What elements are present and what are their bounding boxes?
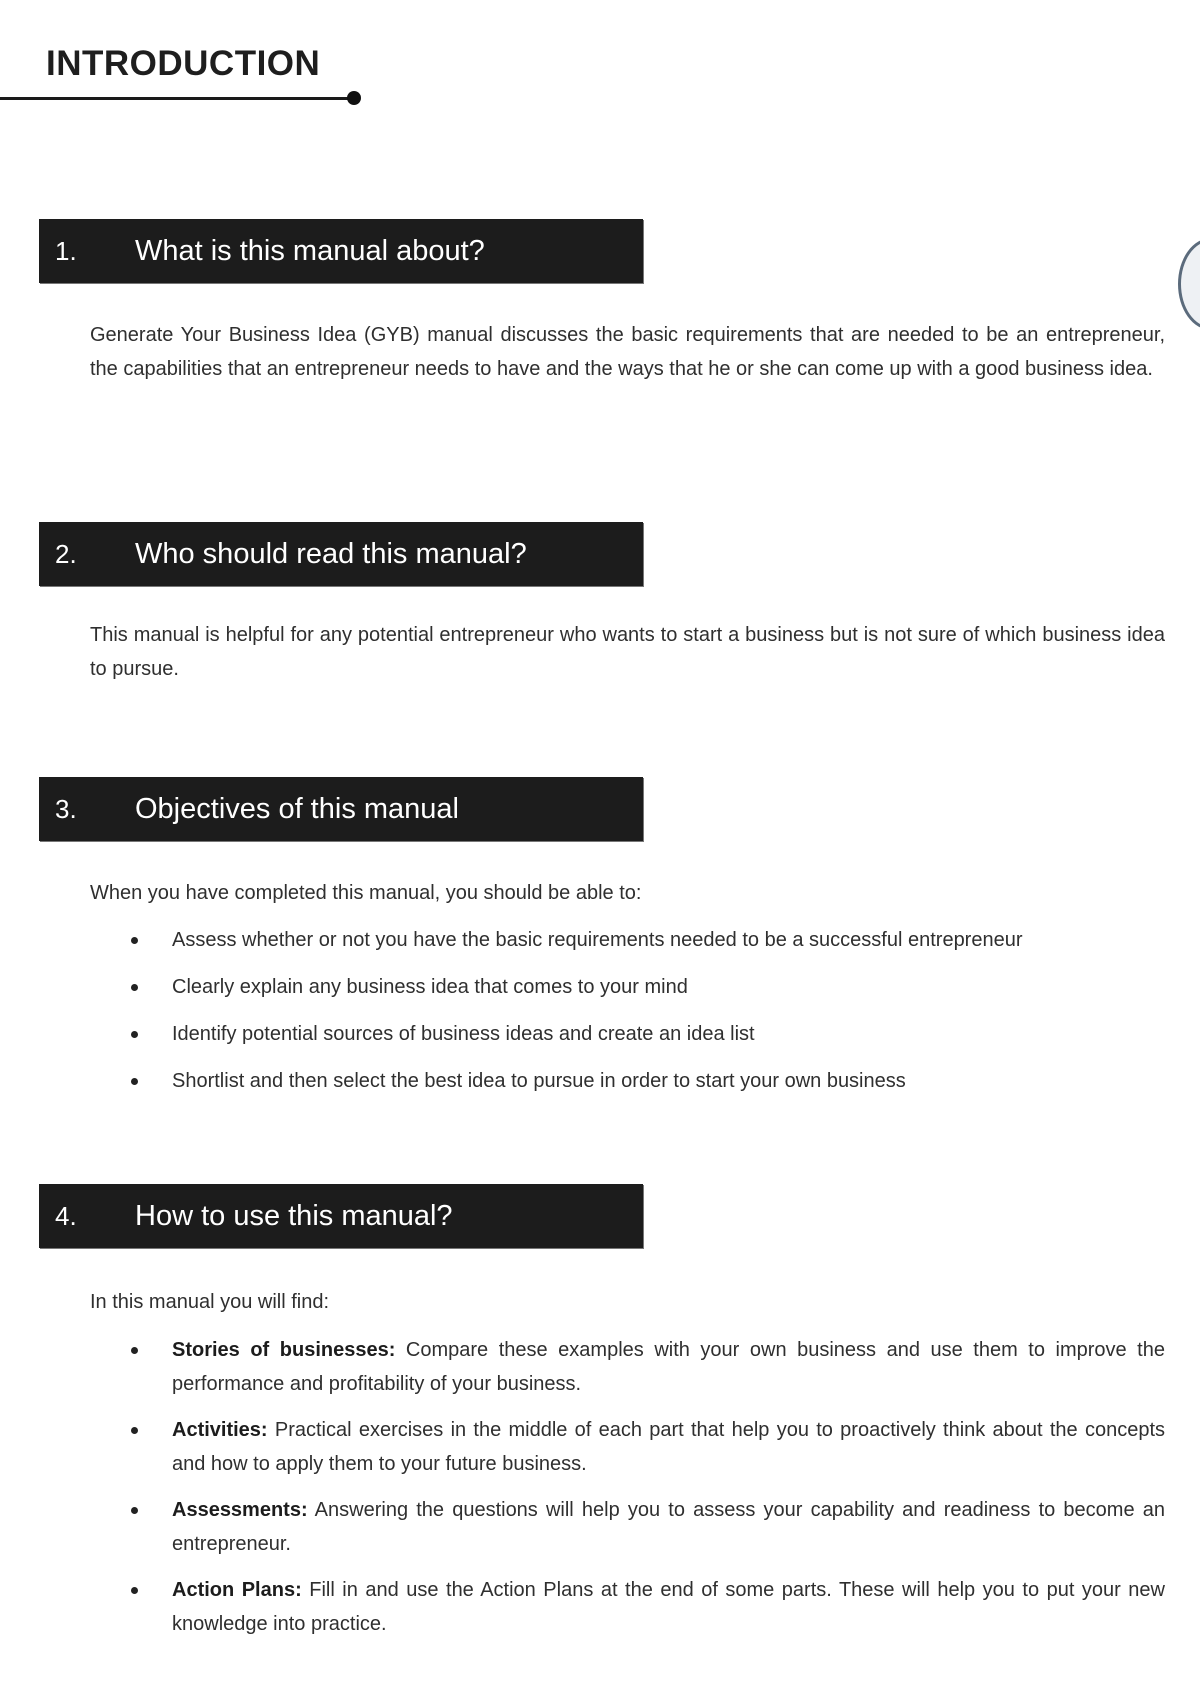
section-4-intro: In this manual you will find:: [90, 1291, 330, 1313]
list-item-term: Assessments:: [172, 1499, 308, 1521]
section-1-body: Generate Your Business Idea (GYB) manual discusses the basic requirements that are needed to be an entrepreneur, the capabilities that an entrepreneur needs to have and the ways that he or she can come up with a good business idea.: [90, 324, 1165, 380]
bullet-icon: [131, 1078, 138, 1085]
bullet-icon: [131, 1427, 138, 1434]
list-item: [131, 1333, 1165, 1401]
section-3-intro: When you have completed this manual, you should be able to:: [90, 882, 642, 904]
list-item-text: Shortlist and then select the best idea to pursue in order to start your own business: [172, 1070, 906, 1092]
section-header-2: [39, 522, 643, 586]
bullet-icon: [131, 984, 138, 991]
section-header-4: [39, 1184, 643, 1248]
section-number: 3.: [55, 794, 77, 824]
section-title: What is this manual about?: [135, 235, 485, 267]
list-item-text: Assess whether or not you have the basic requirements needed to be a successful entrepreneur: [172, 929, 1023, 951]
list-item-term: Activities:: [172, 1419, 268, 1441]
section-title: How to use this manual?: [135, 1200, 453, 1232]
objectives-list: [131, 923, 1165, 1111]
section-number: 1.: [55, 236, 77, 266]
list-item-text: Practical exercises in the middle of each part that help you to proactively think about the concepts and how to apply them to your future business.: [172, 1419, 1165, 1475]
list-item: [131, 923, 1165, 970]
side-tab-marker: [1178, 238, 1200, 330]
section-header-1: [39, 219, 643, 283]
section-header-3: [39, 777, 643, 841]
bullet-icon: [131, 1587, 138, 1594]
list-item-text: Fill in and use the Action Plans at the end of some parts. These will help you to put your new knowledge into practice.: [172, 1579, 1166, 1635]
bullet-icon: [131, 937, 138, 944]
list-item: [131, 1493, 1165, 1561]
list-item: [131, 1064, 1165, 1111]
list-item-term: Stories of businesses:: [172, 1339, 396, 1361]
list-item-text: Compare these examples with your own business and use them to improve the performance and profitability of your business.: [172, 1339, 1165, 1395]
list-item-text: Answering the questions will help you to assess your capability and readiness to become an entrepreneur.: [172, 1499, 1165, 1555]
list-item: [131, 1017, 1165, 1064]
section-number: 2.: [55, 539, 77, 569]
section-title: Who should read this manual?: [135, 538, 527, 570]
title-underline-dot: [347, 91, 361, 105]
list-item: [131, 1413, 1165, 1481]
page-title: INTRODUCTION: [46, 44, 321, 83]
bullet-icon: [131, 1031, 138, 1038]
section-title: Objectives of this manual: [135, 793, 459, 825]
manual-features-list: [131, 1333, 1165, 1653]
list-item-text: Clearly explain any business idea that comes to your mind: [172, 976, 688, 998]
section-number: 4.: [55, 1201, 77, 1231]
list-item: [131, 1573, 1165, 1641]
list-item-text: Identify potential sources of business ideas and create an idea list: [172, 1023, 755, 1045]
bullet-icon: [131, 1507, 138, 1514]
list-item: [131, 970, 1165, 1017]
title-underline: [0, 97, 352, 100]
list-item-term: Action Plans:: [172, 1579, 302, 1601]
bullet-icon: [131, 1347, 138, 1354]
section-2-body: This manual is helpful for any potential entrepreneur who wants to start a business but is not sure of which business idea to pursue.: [90, 624, 1165, 680]
